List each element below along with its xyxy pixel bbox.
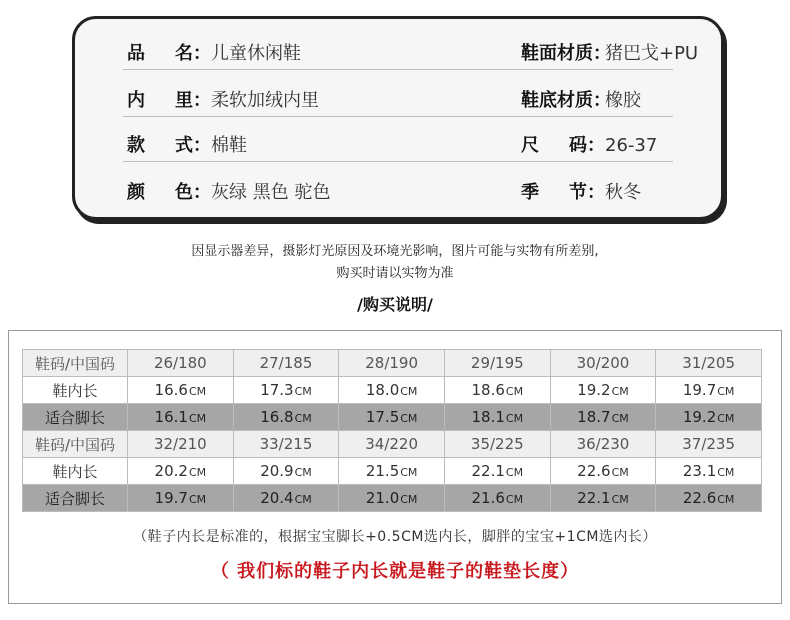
cell-value: 23.1 [682,462,717,480]
unit-label: CM [611,466,629,479]
info-label: 鞋底材质： [521,90,611,111]
cell-value: 30/200 [576,354,630,372]
table-cell [444,404,550,431]
cell-value: 26/180 [153,354,207,372]
table-cell [233,458,339,485]
unit-label: CM [717,493,735,506]
cell-value: 28/190 [365,354,419,372]
info-value: 猪巴戈+PU [605,43,699,64]
cell-value: 19.7 [682,381,717,399]
info-row [123,131,673,162]
unit-label: CM [188,493,207,506]
size-table [22,349,762,512]
cell-value: 19.2 [577,381,611,399]
unit-label: CM [505,385,524,398]
cell-value: 36/230 [576,435,630,453]
info-row [123,178,673,208]
table-cell [550,485,656,512]
cell-value: 20.2 [154,462,188,480]
insole-highlight: （ 我们标的鞋子内长就是鞋子的鞋垫长度） [210,561,580,582]
product-info-card [72,16,724,220]
unit-label: CM [294,385,312,398]
cell-value: 21.0 [365,489,400,507]
table-cell [444,431,550,458]
unit-label: CM [505,412,524,425]
unit-label: CM [717,412,735,425]
unit-label: CM [400,466,418,479]
display-notice-2: 购买时请以实物为准 [336,266,454,281]
table-cell [128,431,234,458]
info-value: 儿童休闲鞋 [211,43,301,64]
info-label: 内 里： [127,90,211,111]
info-label: 颜 色： [127,182,211,203]
cell-value: 33/215 [259,435,313,453]
table-cell [233,377,339,404]
table-cell [128,485,234,512]
cell-value: 22.6 [577,462,611,480]
table-cell [656,404,762,431]
inner-length-row [23,377,762,404]
info-name [127,41,301,67]
info-row [123,86,673,117]
table-cell [128,350,234,377]
cell-value: 18.7 [577,408,611,426]
cell-value: 34/220 [365,435,419,453]
cell-value: 18.0 [365,381,400,399]
cell-value: 20.4 [260,489,294,507]
unit-label: CM [400,493,418,506]
table-cell [656,350,762,377]
table-cell [656,431,762,458]
table-cell [339,377,445,404]
info-sole-material [521,88,641,114]
row-label: 适合脚长 [23,404,128,431]
cell-value: 22.1 [471,462,505,480]
table-cell [339,458,445,485]
size-row [23,350,762,377]
cell-value: 17.5 [365,408,400,426]
cell-value: 22.6 [682,489,717,507]
cell-value: 21.5 [365,462,400,480]
table-cell [656,485,762,512]
cell-value: 19.7 [154,489,188,507]
table-cell [550,377,656,404]
table-cell [233,431,339,458]
cell-value: 16.1 [154,408,188,426]
info-label: 品 名： [127,43,211,64]
size-note: （鞋子内长是标准的，根据宝宝脚长+0.5CM选内长，脚胖的宝宝+1CM选内长） [133,529,657,545]
unit-label: CM [611,385,629,398]
table-cell [550,350,656,377]
info-color [127,180,330,206]
table-cell [339,404,445,431]
section-title: /购买说明/ [357,295,433,314]
cell-value: 37/235 [682,435,736,453]
info-upper-material [521,41,698,67]
cell-value: 27/185 [259,354,313,372]
row-label: 适合脚长 [23,485,128,512]
unit-label: CM [294,412,312,425]
table-cell [444,377,550,404]
fit-length-row [23,485,762,512]
cell-value: 18.6 [471,381,505,399]
unit-label: CM [188,385,207,398]
table-cell [550,458,656,485]
table-cell [339,350,445,377]
display-notice: 因显示器差异，摄影灯光原因及环境光影响，图片可能与实物有所差别, [191,244,599,259]
table-cell [444,458,550,485]
cell-value: 16.6 [154,381,188,399]
cell-value: 16.8 [260,408,294,426]
info-value: 棉鞋 [211,135,247,156]
table-cell [339,485,445,512]
cell-value: 31/205 [682,354,736,372]
unit-label: CM [505,466,524,479]
cell-value: 18.1 [471,408,505,426]
table-cell [550,404,656,431]
size-row [23,431,762,458]
info-row [123,39,699,70]
table-cell [128,458,234,485]
table-cell [128,404,234,431]
cell-value: 21.6 [471,489,505,507]
size-chart-panel [8,330,782,604]
table-cell [656,377,762,404]
info-lining [127,88,319,114]
unit-label: CM [400,385,418,398]
unit-label: CM [188,466,207,479]
table-cell [233,350,339,377]
row-label: 鞋内长 [23,377,128,404]
unit-label: CM [294,493,312,506]
cell-value: 35/225 [470,435,524,453]
unit-label: CM [505,493,524,506]
cell-value: 20.9 [260,462,294,480]
row-label: 鞋内长 [23,458,128,485]
info-value: 橡胶 [605,90,641,111]
info-label: 款 式： [127,135,211,156]
cell-value: 19.2 [682,408,717,426]
table-cell [233,485,339,512]
table-cell [128,377,234,404]
info-season [521,180,641,206]
info-label: 鞋面材质： [521,43,611,64]
unit-label: CM [400,412,418,425]
info-value: 柔软加绒内里 [211,90,319,111]
info-value: 26-37 [605,135,658,156]
row-label: 鞋码/中国码 [23,350,128,377]
unit-label: CM [294,466,312,479]
table-cell [339,431,445,458]
unit-label: CM [717,466,735,479]
info-value: 灰绿 黑色 驼色 [211,182,331,203]
cell-value: 29/195 [470,354,524,372]
row-label: 鞋码/中国码 [23,431,128,458]
unit-label: CM [188,412,207,425]
unit-label: CM [611,493,629,506]
cell-value: 32/210 [153,435,207,453]
info-style [127,133,247,159]
info-value: 秋冬 [605,182,641,203]
inner-length-row [23,458,762,485]
info-size-range [521,133,657,159]
table-cell [656,458,762,485]
fit-length-row [23,404,762,431]
table-cell [233,404,339,431]
table-cell [444,485,550,512]
cell-value: 17.3 [260,381,294,399]
table-cell [550,431,656,458]
info-label: 尺 码： [521,135,605,156]
unit-label: CM [717,385,735,398]
cell-value: 22.1 [577,489,611,507]
info-label: 季 节： [521,182,605,203]
unit-label: CM [611,412,629,425]
table-cell [444,350,550,377]
